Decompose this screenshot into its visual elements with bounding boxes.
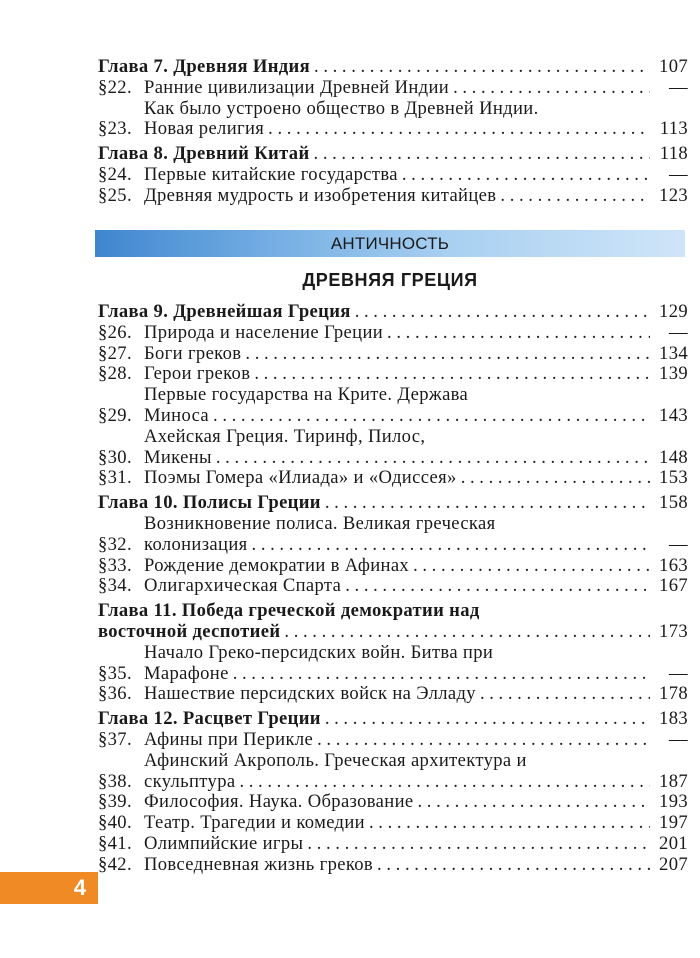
toc-block-india-china	[98, 57, 688, 207]
entry-title-line: Марафоне	[144, 662, 229, 684]
toc-paragraph-entry[interactable]	[98, 576, 688, 597]
toc-paragraph-entry[interactable]	[98, 344, 688, 365]
dot-leader	[377, 855, 650, 876]
page-ref: —	[669, 728, 688, 750]
paragraph-number: §40.	[98, 812, 132, 834]
page-number-badge	[0, 872, 98, 904]
page-ref: 153	[659, 467, 688, 489]
entry-title-line: Театр. Трагедии и комедии	[144, 812, 365, 834]
toc-paragraph-entry[interactable]	[98, 751, 688, 793]
entry-title-line: Поэмы Гомера «Илиада» и «Одиссея»	[144, 467, 457, 489]
page-ref: 143	[659, 404, 688, 426]
dot-leader	[325, 709, 650, 730]
entry-title-line: Глава 7. Древняя Индия	[98, 56, 311, 77]
entry-title-line: Олигархическая Спарта	[144, 575, 342, 597]
page-ref: —	[669, 321, 688, 343]
page-ref: 173	[659, 620, 688, 642]
dot-leader	[254, 364, 650, 385]
paragraph-number: §42.	[98, 853, 132, 875]
page-ref: 163	[659, 554, 688, 576]
page-ref: 113	[659, 118, 688, 140]
toc-paragraph-entry[interactable]	[98, 684, 688, 705]
entry-title-line: Древняя мудрость и изобретения китайцев	[144, 184, 497, 206]
entry-title-line: Глава 10. Полисы Греции	[98, 492, 321, 514]
dot-leader	[355, 302, 650, 323]
entry-title-line: колонизация	[144, 533, 248, 555]
dot-leader	[417, 792, 650, 813]
toc-paragraph-entry[interactable]	[98, 323, 688, 344]
page-ref: 178	[659, 683, 688, 705]
paragraph-number: §29.	[98, 404, 132, 426]
toc-chapter-entry[interactable]	[98, 601, 688, 643]
dot-leader	[284, 622, 650, 643]
entry-title-line: Афины при Перикле	[144, 728, 314, 750]
entry-title-line: Глава 8. Древний Китай	[98, 143, 310, 165]
toc-paragraph-entry[interactable]	[98, 78, 688, 99]
toc-chapter-entry[interactable]	[98, 709, 688, 730]
paragraph-number: §27.	[98, 342, 132, 364]
toc-paragraph-entry[interactable]	[98, 834, 688, 855]
entry-title-line: Рождение демократии в Афинах	[144, 554, 410, 576]
paragraph-number: §41.	[98, 832, 132, 854]
entry-title-line: Как было устроено общество в Древней Индии.	[144, 97, 539, 119]
paragraph-number: §28.	[98, 363, 132, 385]
dot-leader	[245, 344, 650, 365]
toc-paragraph-entry[interactable]	[98, 813, 688, 834]
paragraph-number: §25.	[98, 184, 132, 206]
section-band	[95, 230, 685, 257]
page-ref: —	[669, 533, 688, 555]
page-ref: —	[669, 662, 688, 684]
paragraph-number: §32.	[98, 533, 132, 555]
entry-title-line: Микены	[144, 446, 212, 468]
toc-paragraph-entry[interactable]	[98, 165, 688, 186]
paragraph-number: §31.	[98, 467, 132, 489]
page-ref: 129	[659, 301, 688, 322]
page-ref: 193	[659, 791, 688, 813]
page-ref: 148	[659, 446, 688, 468]
toc-paragraph-entry[interactable]	[98, 427, 688, 469]
entry-title-line: Начало Греко-персидских войн. Битва при	[144, 641, 494, 663]
dot-leader	[216, 448, 650, 469]
page-ref: 207	[659, 853, 688, 875]
entry-title-line: Герои греков	[144, 363, 251, 385]
toc-paragraph-entry[interactable]	[98, 99, 688, 141]
entry-title-line: восточной деспотией	[98, 620, 281, 642]
dot-leader	[314, 144, 650, 165]
entry-title-line: Нашествие персидских войск на Элладу	[144, 683, 476, 705]
toc-chapter-entry[interactable]	[98, 57, 688, 78]
toc-paragraph-entry[interactable]	[98, 556, 688, 577]
entry-title-line: Природа и население Греции	[144, 321, 384, 343]
toc-paragraph-entry[interactable]	[98, 385, 688, 427]
page-ref: 107	[659, 56, 688, 77]
paragraph-number: §30.	[98, 446, 132, 468]
entry-title-line: Возникновение полиса. Великая греческая	[144, 512, 496, 534]
toc-paragraph-entry[interactable]	[98, 855, 688, 876]
paragraph-number: §36.	[98, 683, 132, 705]
toc-paragraph-entry[interactable]	[98, 186, 688, 207]
paragraph-number: §33.	[98, 554, 132, 576]
paragraph-number: §38.	[98, 770, 132, 792]
page-ref: —	[669, 163, 688, 185]
page-ref: 158	[659, 492, 688, 514]
page-ref: 187	[659, 770, 688, 792]
entry-title-line: Боги греков	[144, 342, 242, 364]
dot-leader	[461, 468, 650, 489]
page-ref: 123	[659, 184, 688, 206]
dot-leader	[233, 664, 650, 685]
entry-title-line: Первые китайские государства	[144, 163, 398, 185]
entry-title-line: Афинский Акрополь. Греческая архитектура и	[144, 749, 527, 771]
paragraph-number: §23.	[98, 118, 132, 140]
section-title: ДРЕВНЯЯ ГРЕЦИЯ	[302, 270, 478, 290]
dot-leader	[239, 772, 650, 793]
dot-leader	[252, 535, 650, 556]
toc-paragraph-entry[interactable]	[98, 792, 688, 813]
paragraph-number: §26.	[98, 321, 132, 343]
page-ref: 201	[659, 832, 688, 854]
toc-block-greece	[98, 302, 688, 876]
page-ref: 139	[659, 363, 688, 385]
dot-leader	[500, 186, 650, 207]
toc-chapter-entry[interactable]	[98, 493, 688, 514]
paragraph-number: §37.	[98, 728, 132, 750]
toc-paragraph-entry[interactable]	[98, 643, 688, 685]
page-ref: 197	[659, 812, 688, 834]
page-number: 4	[73, 875, 86, 900]
page-ref: 183	[659, 708, 688, 730]
paragraph-number: §24.	[98, 163, 132, 185]
page-ref: 167	[659, 575, 688, 597]
entry-title-line: Глава 11. Победа греческой демократии над	[98, 600, 480, 622]
toc-paragraph-entry[interactable]	[98, 364, 688, 385]
dot-leader	[268, 119, 650, 140]
dot-leader	[314, 57, 650, 78]
dot-leader	[307, 834, 650, 855]
toc-paragraph-entry[interactable]	[98, 514, 688, 556]
entry-title-line: Ранние цивилизации Древней Индии	[144, 76, 450, 98]
entry-title-line: Глава 9. Древнейшая Греция	[98, 301, 351, 322]
dot-leader	[317, 730, 650, 751]
entry-title-line: скульптура	[144, 770, 236, 792]
toc-chapter-entry[interactable]	[98, 302, 688, 323]
dot-leader	[213, 406, 650, 427]
entry-title-line: Ахейская Греция. Тиринф, Пилос,	[144, 425, 426, 447]
page-ref: 118	[659, 143, 688, 165]
entry-title-line: Миноса	[144, 404, 210, 426]
dot-leader	[345, 576, 650, 597]
entry-title-line: Философия. Наука. Образование	[144, 791, 414, 813]
dot-leader	[480, 684, 650, 705]
entry-title-line: Олимпийские игры	[144, 832, 304, 854]
toc-paragraph-entry[interactable]	[98, 468, 688, 489]
entry-title-line: Новая религия	[144, 118, 265, 140]
entry-title-line: Первые государства на Крите. Держава	[144, 384, 469, 406]
paragraph-number: §39.	[98, 791, 132, 813]
page-ref: 134	[659, 342, 688, 364]
paragraph-number: §35.	[98, 662, 132, 684]
paragraph-number: §22.	[98, 76, 132, 98]
dot-leader	[325, 493, 650, 514]
entry-title-line: Глава 12. Расцвет Греции	[98, 708, 321, 730]
section-band-label: АНТИЧНОСТЬ	[330, 233, 450, 253]
dot-leader	[453, 78, 650, 99]
dot-leader	[369, 813, 650, 834]
toc-paragraph-entry[interactable]	[98, 730, 688, 751]
entry-title-line: Повседневная жизнь греков	[144, 853, 374, 875]
page-ref: —	[669, 76, 688, 98]
dot-leader	[402, 165, 650, 186]
paragraph-number: §34.	[98, 575, 132, 597]
toc-chapter-entry[interactable]	[98, 144, 688, 165]
dot-leader	[387, 323, 650, 344]
dot-leader	[413, 556, 650, 577]
